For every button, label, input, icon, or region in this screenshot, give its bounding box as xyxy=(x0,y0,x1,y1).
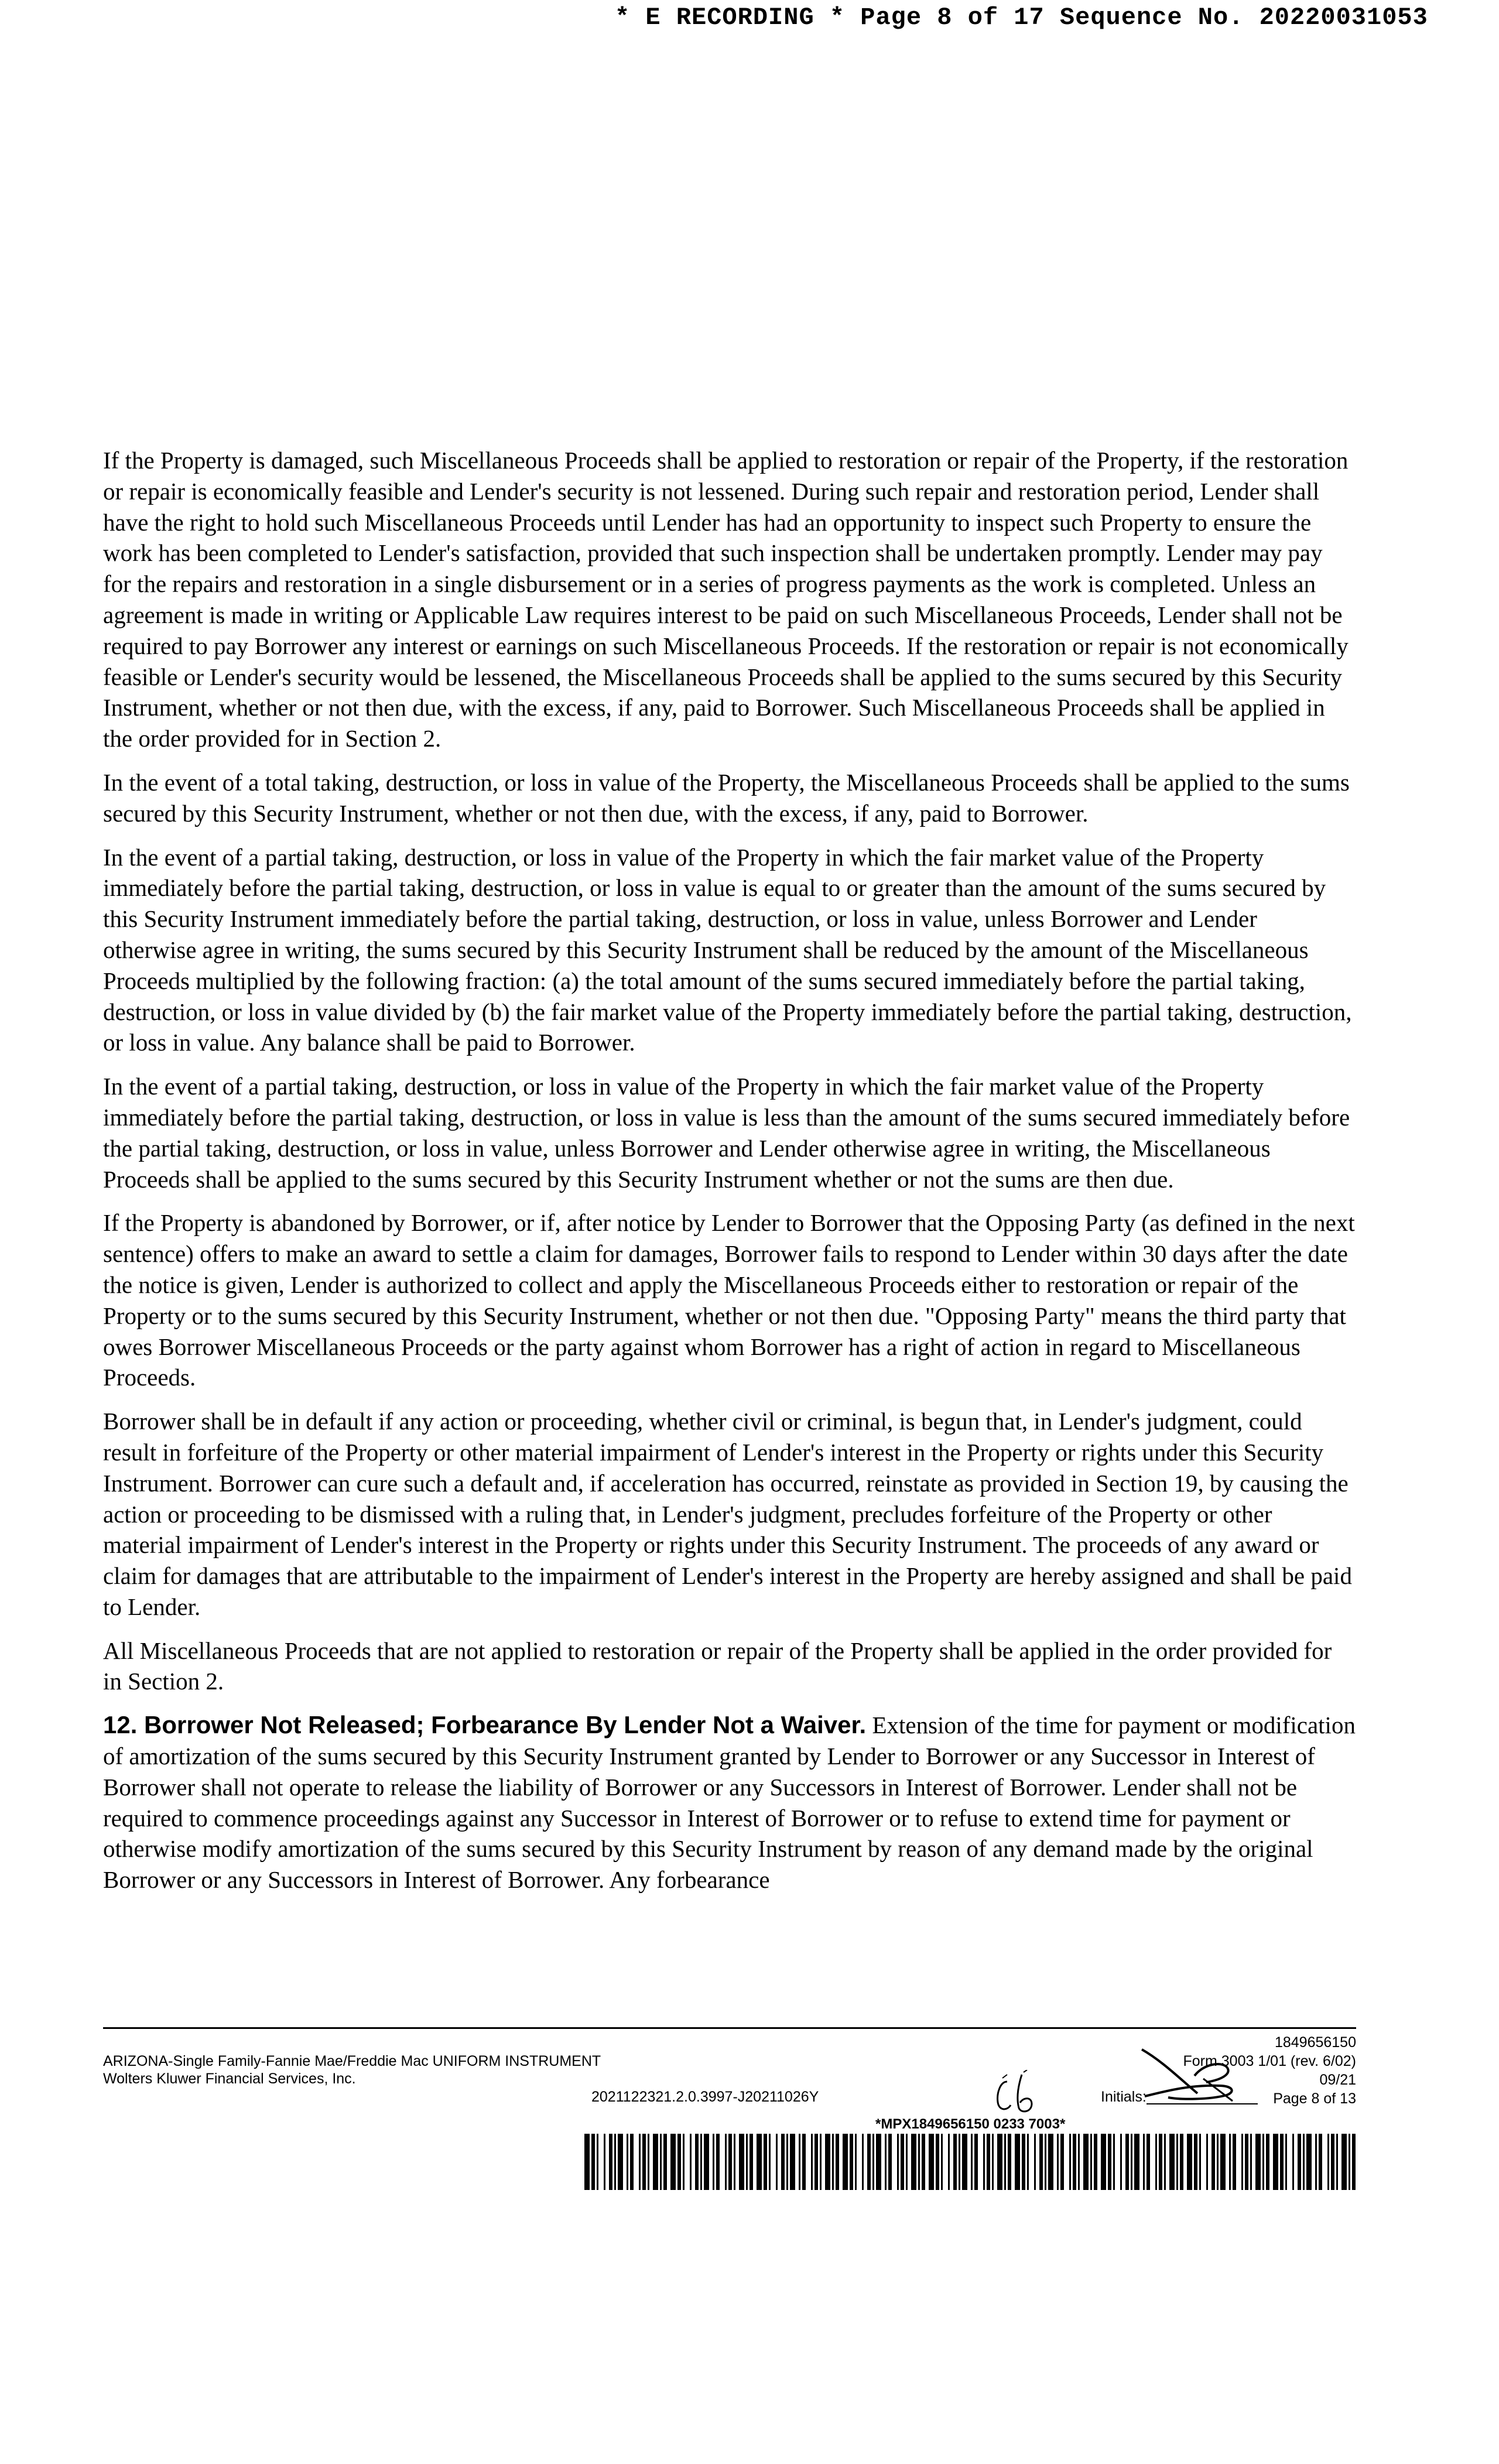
section-12-text: Extension of the time for payment or modification of amortization of the sums secured by this Security Instrument granted by Lender to Borrower or any Successor in Interest of Borrower shall not operate to release the liability of Borrower or any Successors in Interest of Borrower. Lender shall not be required to commence proceedings against any Successor in Interest of Borrower or to refuse to extend time for payment or otherwise modify amortization of the sums secured by this Security Instrument by reason of any demand made by the original Borrower or any Successors in Interest of Borrower. Any forbearance xyxy=(103,1712,1356,1894)
loan-number: 1849656150 xyxy=(1274,2034,1356,2051)
paragraph-restoration: If the Property is damaged, such Miscellaneous Proceeds shall be applied to restoration or repair of the Property, if the restoration or repair is economically feasible and Lender's security is not lessened. During such repair and restoration period, Lender shall have the right to hold such Miscellaneous Proceeds until Lender has had an opportunity to inspect such Property to ensure the work has been completed to Lender's satisfaction, provided that such inspection shall be undertaken promptly. Lender may pay for the repairs and restoration in a single disbursement or in a series of progress payments as the work is completed. Unless an agreement is made in writing or Applicable Law requires interest to be paid on such Miscellaneous Proceeds, Lender shall not be required to pay Borrower any interest or earnings on such Miscellaneous Proceeds. If the restoration or repair is not economically feasible or Lender's security would be lessened, the Miscellaneous Proceeds shall be applied to the sums secured by this Security Instrument, whether or not then due, with the excess, if any, paid to Borrower. Such Miscellaneous Proceeds shall be applied in the order provided for in Section 2. xyxy=(103,447,1349,752)
paragraph-total-taking: In the event of a total taking, destruction, or loss in value of the Property, the Miscellaneous Proceeds shall be applied to the sums secured by this Security Instrument, whether or not then due, with the excess, if any, paid to Borrower. xyxy=(103,768,1350,827)
initials-label: Initials: xyxy=(1101,2089,1147,2105)
form-title: ARIZONA-Single Family-Fannie Mae/Freddie Mac UNIFORM INSTRUMENT xyxy=(103,2053,601,2069)
section-12-heading: 12. Borrower Not Released; Forbearance By Lender Not a Waiver. xyxy=(103,1711,867,1739)
footer-page-info xyxy=(1183,2033,1356,2108)
publisher: Wolters Kluwer Financial Services, Inc. xyxy=(103,2071,356,2087)
document-code: 2021122321.2.0.3997-J20211026Y xyxy=(591,2089,819,2105)
footer-form-info xyxy=(103,2052,601,2087)
barcode-text: *MPX1849656150 0233 7003* xyxy=(875,2116,1066,2132)
paragraph-partial-taking-less: In the event of a partial taking, destruction, or loss in value of the Property in which the fair market value of the Property immediately before the partial taking, destruction, or loss in value is less than the amount of the sums secured immediately before the partial taking, destruction, or loss in value, unless Borrower and Lender otherwise agree in writing, the Miscellaneous Proceeds shall be applied to the sums secured by this Security Instrument whether or not the sums are then due. xyxy=(103,1073,1350,1193)
paragraph-order: All Miscellaneous Proceeds that are not applied to restoration or repair of the Property shall be applied in the order provided for in Section 2. xyxy=(103,1637,1332,1695)
paragraph-default: Borrower shall be in default if any action or proceeding, whether civil or criminal, is begun that, in Lender's judgment, could result in forfeiture of the Property or other material impairment of Lender's interest in the Property or rights under this Security Instrument. Borrower can cure such a default and, if acceleration has occurred, reinstate as provided in Section 19, by causing the action or proceeding to be dismissed with a ruling that, in Lender's judgment, precludes forfeiture of the Property or other material impairment of Lender's interest in the Property or rights under this Security Instrument. The proceeds of any award or claim for damages that are attributable to the impairment of Lender's interest in the Property are hereby assigned and shall be paid to Lender. xyxy=(103,1408,1352,1620)
recording-header: * E RECORDING * Page 8 of 17 Sequence No. 20220031053 xyxy=(615,4,1428,32)
section-12 xyxy=(103,1710,1356,1895)
page-label: Page 8 of 13 xyxy=(1273,2090,1356,2107)
form-number: Form 3003 1/01 (rev. 6/02) xyxy=(1183,2053,1356,2069)
document-body xyxy=(103,445,1356,1908)
handwritten-initials-mark xyxy=(990,2070,1042,2117)
paragraph-abandoned: If the Property is abandoned by Borrower, or if, after notice by Lender to Borrower that the Opposing Party (as defined in the next sentence) offers to make an award to settle a claim for damages, Borrower fails to respond to Lender within 30 days after the date the notice is given, Lender is authorized to collect and apply the Miscellaneous Proceeds either to restoration or repair of the Property or to the sums secured by this Security Instrument, whether or not then due. "Opposing Party" means the third party that owes Borrower Miscellaneous Proceeds or the party against whom Borrower has a right of action in regard to Miscellaneous Proceeds. xyxy=(103,1209,1355,1391)
version-date: 09/21 xyxy=(1319,2072,1356,2088)
paragraph-partial-taking-equal: In the event of a partial taking, destruction, or loss in value of the Property in which the fair market value of the Property immediately before the partial taking, destruction, or loss in value is equal to or greater than the amount of the sums secured by this Security Instrument immediately before the partial taking, destruction, or loss in value, unless Borrower and Lender otherwise agree in writing, the sums secured by this Security Instrument shall be reduced by the amount of the Miscellaneous Proceeds multiplied by the following fraction: (a) the total amount of the sums secured immediately before the partial taking, destruction, or loss in value divided by (b) the fair market value of the Property immediately before the partial taking, destruction, or loss in value. Any balance shall be paid to Borrower. xyxy=(103,843,1352,1056)
footer-divider xyxy=(103,2027,1356,2029)
barcode xyxy=(584,2134,1358,2190)
